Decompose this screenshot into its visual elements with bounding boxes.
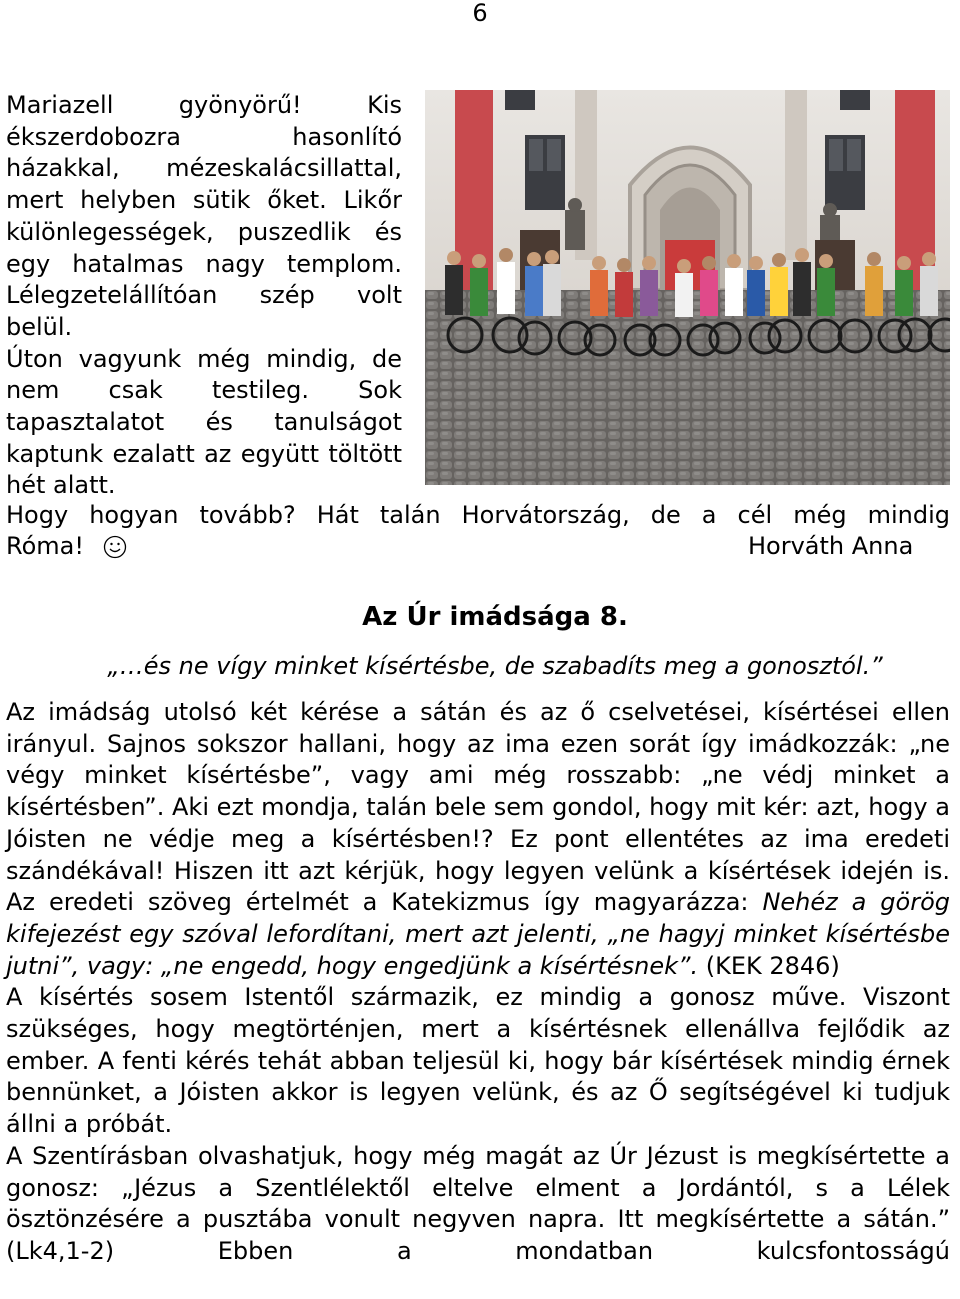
intro-paragraph-3-end: Róma! <box>6 532 84 560</box>
page-number: 6 <box>472 0 488 27</box>
article-body <box>6 697 950 1268</box>
intro-column <box>6 90 402 502</box>
intro-paragraph-1: Mariazell gyönyörű! Kis ékszerdobozra hasonlító házakkal, mézeskalácsillattal, mert helyben sütik őket. Likőr különlegességek, puszedlik és egy hatalmas nagy templom. Lélegzetelállítóan szép volt belül. <box>6 91 402 341</box>
article-paragraph-2: A kísértés sosem Istentől származik, ez mindig a gonosz műve. Viszont szükséges, hogy megtörténjen, mert a kísértésnek ellenállva fejlődik az ember. A fenti kérés tehát abban teljesül ki, hogy bár kísértések mindig érnek bennünket, a Jóisten akkor is legyen velünk, és az Ő segítségével ki tudjuk állni a próbát. <box>6 983 950 1139</box>
article-paragraph-1 <box>6 697 950 982</box>
intro-line-3 <box>6 500 950 532</box>
smiley-icon <box>103 535 127 565</box>
catechism-reference: (KEK 2846) <box>698 951 840 980</box>
article-paragraph-3: A Szentírásban olvashatjuk, hogy még magát az Úr Jézust is megkísértette a gonosz: „Jézus a Szentlélektől eltelve elment a Jordántól, s a Lélek ösztönzésére a pusztába vonult negyven napra. Itt megkísértette a sátán.” (Lk4,1-2) Ebben a mondatban kulcsfontosságú <box>6 1141 950 1265</box>
article-quote: „…és ne vígy minket kísértésbe, de szabadíts meg a gonosztól.” <box>107 652 883 680</box>
intro-paragraph-2: Úton vagyunk még mindig, de nem csak testileg. Sok tapasztalatot és tanulságot kaptunk ezalatt az együtt töltött hét alatt. <box>6 344 402 500</box>
catechism-quote: Nehéz a görög kifejezést egy szóval lefordítani, mert azt jelenti, „ne hagyj minket kísértésbe jutni”, vagy: „ne engedd, hogy engedjünk a kísértésnek”. <box>6 888 951 980</box>
article-title: Az Úr imádsága 8. <box>362 602 628 632</box>
article-paragraph-1-text: Az imádság utolsó két kérése a sátán és az ő cselvetései, kísértései ellen irányul. Sajnos sokszor hallani, hogy az ima ezen sorát így imádkozzák: „ne végy minket kísértésbe”, vagy ami még rosszabb: „ne védj minket a kísértésben”. Aki ezt mondja, talán bele sem gondol, hogy mit kér: azt, hogy a Jóisten ne védje meg a kísértésben!? Ez pont ellentétes az ima eredeti szándékával! Hiszen itt azt kérjük, hogy legyen velünk a kísértések idején is. Az eredeti szöveg értelmét a Katekizmus így magyarázza: <box>6 698 950 917</box>
signature-line <box>6 532 950 564</box>
group-photo-cyclists-church <box>425 90 950 485</box>
author-name: Horváth Anna <box>748 532 914 560</box>
intro-paragraph-3: Hogy hogyan tovább? Hát talán Horvátország, de a cél még mindig <box>6 501 950 529</box>
